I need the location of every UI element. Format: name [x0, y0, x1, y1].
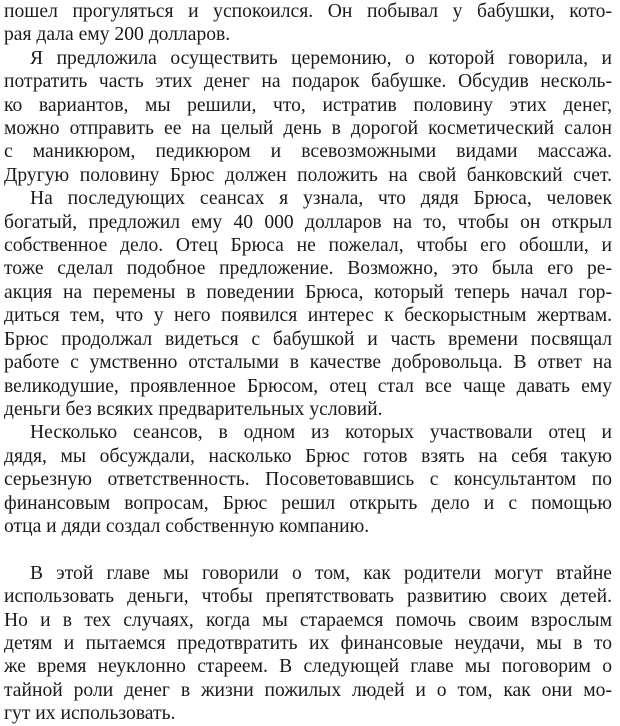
- document-page: [4, 0, 612, 726]
- text-line: собственное дело. Отец Брюса не пожелал, чтобы его обошли, и: [4, 235, 612, 257]
- text-line: великодушие, проявленное Брюсом, отец стал все чаще давать ему: [4, 375, 612, 397]
- text-line: рая дала ему 200 долларов.: [4, 24, 231, 46]
- paragraph-2: [4, 47, 612, 187]
- paragraph-3: [4, 187, 612, 421]
- text-line: Брюс продолжал видеться с бабушкой и часть времени посвящал: [4, 328, 612, 350]
- text-line: ко вариантов, мы решили, что, истратив половину этих денег,: [4, 94, 612, 116]
- paragraph-5: [4, 562, 612, 726]
- text-line: пошел прогуляться и успокоился. Он побывал у бабушки, кото-: [4, 1, 612, 22]
- paragraph-1: [4, 0, 612, 47]
- text-line: с маникюром, педикюром и всевозможными видами массажа.: [4, 141, 612, 163]
- text-line: Другую половину Брюс должен положить на свой банковский счет.: [4, 164, 612, 186]
- section-break: [4, 538, 612, 561]
- text-line: деньги без всяких предварительных условий.: [4, 398, 383, 420]
- text-line: детям и пытаемся предотвратить их финансовые неудачи, мы в то: [4, 632, 612, 654]
- paragraph-4: [4, 421, 612, 538]
- text-line: тайной роли денег в жизни пожилых людей и о том, как они мо-: [4, 679, 612, 701]
- text-line: использовать деньги, чтобы препятствовать развитию своих детей.: [4, 586, 612, 608]
- text-line: Но и в тех случаях, когда мы стараемся помочь своим взрослым: [4, 609, 612, 631]
- text-line: же время неуклонно стареем. В следующей главе мы поговорим о: [4, 656, 612, 678]
- text-line: отца и дяди создал собственную компанию.: [4, 515, 370, 537]
- text-line: диться тем, что у него появился интерес к бескорыстным жертвам.: [4, 305, 612, 327]
- text-line: финансовым вопросам, Брюс решил открыть дело и с помощью: [4, 492, 612, 514]
- text-line: серьезную ответственность. Посоветовавшись с консультантом по: [4, 469, 612, 491]
- text-line: акция на перемены в поведении Брюса, который теперь начал гор-: [4, 281, 612, 303]
- text-line: На последующих сеансах я узнала, что дядя Брюса, человек: [30, 188, 612, 210]
- text-line: потратить часть этих денег на подарок бабушке. Обсудив несколь-: [4, 71, 612, 93]
- text-line: работе с умственно отсталыми в качестве добровольца. В ответ на: [4, 352, 612, 374]
- text-line: гут их использовать.: [4, 703, 176, 725]
- text-line: тоже сделал подобное предложение. Возможно, это была его ре-: [4, 258, 612, 280]
- text-line: В этой главе мы говорили о том, как родители могут втайне: [30, 562, 612, 584]
- text-line: дядя, мы обсуждали, насколько Брюс готов взять на себя такую: [4, 445, 612, 467]
- text-line: можно отправить ее на целый день в дорогой косметический салон: [4, 118, 612, 140]
- text-line: Я предложила осуществить церемонию, о которой говорила, и: [30, 47, 612, 69]
- text-line: Несколько сеансов, в одном из которых участвовали отец и: [30, 422, 612, 444]
- text-line: богатый, предложил ему 40 000 долларов на то, чтобы он открыл: [4, 211, 612, 233]
